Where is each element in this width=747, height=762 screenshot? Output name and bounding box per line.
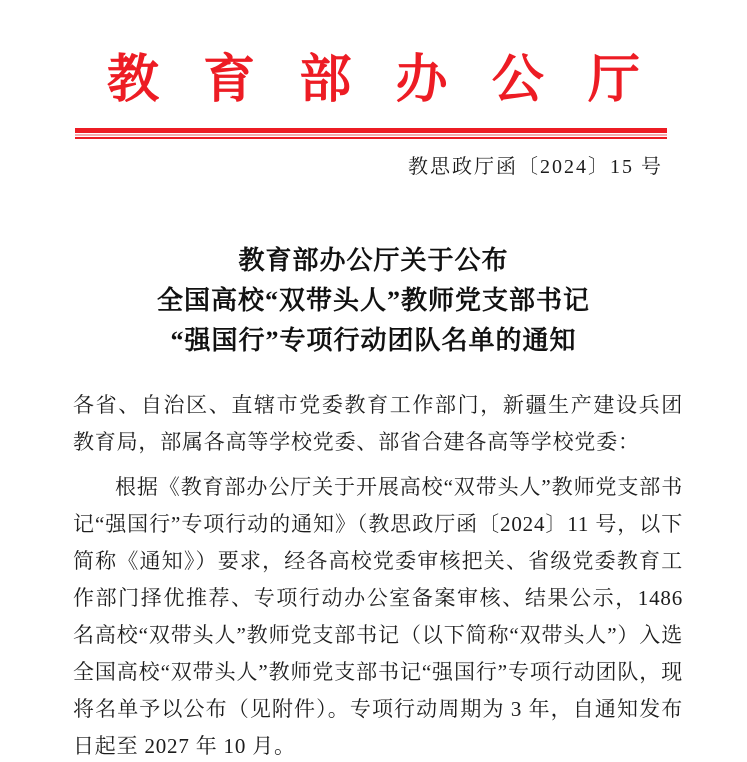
divider-thick-line — [75, 128, 667, 133]
title-line-2: 全国高校“双带头人”教师党支部书记 — [156, 286, 590, 315]
title-line-3: “强国行”专项行动团队名单的通知 — [170, 326, 577, 355]
paragraph-main: 根据《教育部办公厅关于开展高校“双带头人”教师党支部书记“强国行”专项行动的通知》（教思政厅函〔2024〕11 号，以下简称《通知》）要求，经各高校党委审核把关、省级党委教育工作部门择优推荐、专项行动办公室备案审核、结果公示，1486 名高校“双带头人”教师党支部书记（以下简称“双带头人”）入选全国高校“双带头人”教师党支部书记“强国行”专项行动团队，现将名单予以公布（见附件）。专项行动周期为 3 年，自通知发布日起至 2027 年 10 月。 — [73, 475, 683, 758]
red-divider — [75, 128, 667, 139]
paragraph-salutation: 各省、自治区、直辖市党委教育工作部门，新疆生产建设兵团教育局，部属各高等学校党委、部省合建各高等学校党委： — [73, 393, 683, 454]
divider-pink-line — [75, 134, 667, 136]
divider-thin-line — [75, 137, 667, 139]
title-line-1: 教育部办公厅关于公布 — [238, 246, 509, 275]
letterhead-org-name: 教育部办公厅 — [106, 52, 685, 109]
notice-title — [0, 241, 747, 361]
notice-body — [73, 387, 683, 762]
doc-number: 教思政厅函〔2024〕15 号 — [408, 156, 663, 178]
